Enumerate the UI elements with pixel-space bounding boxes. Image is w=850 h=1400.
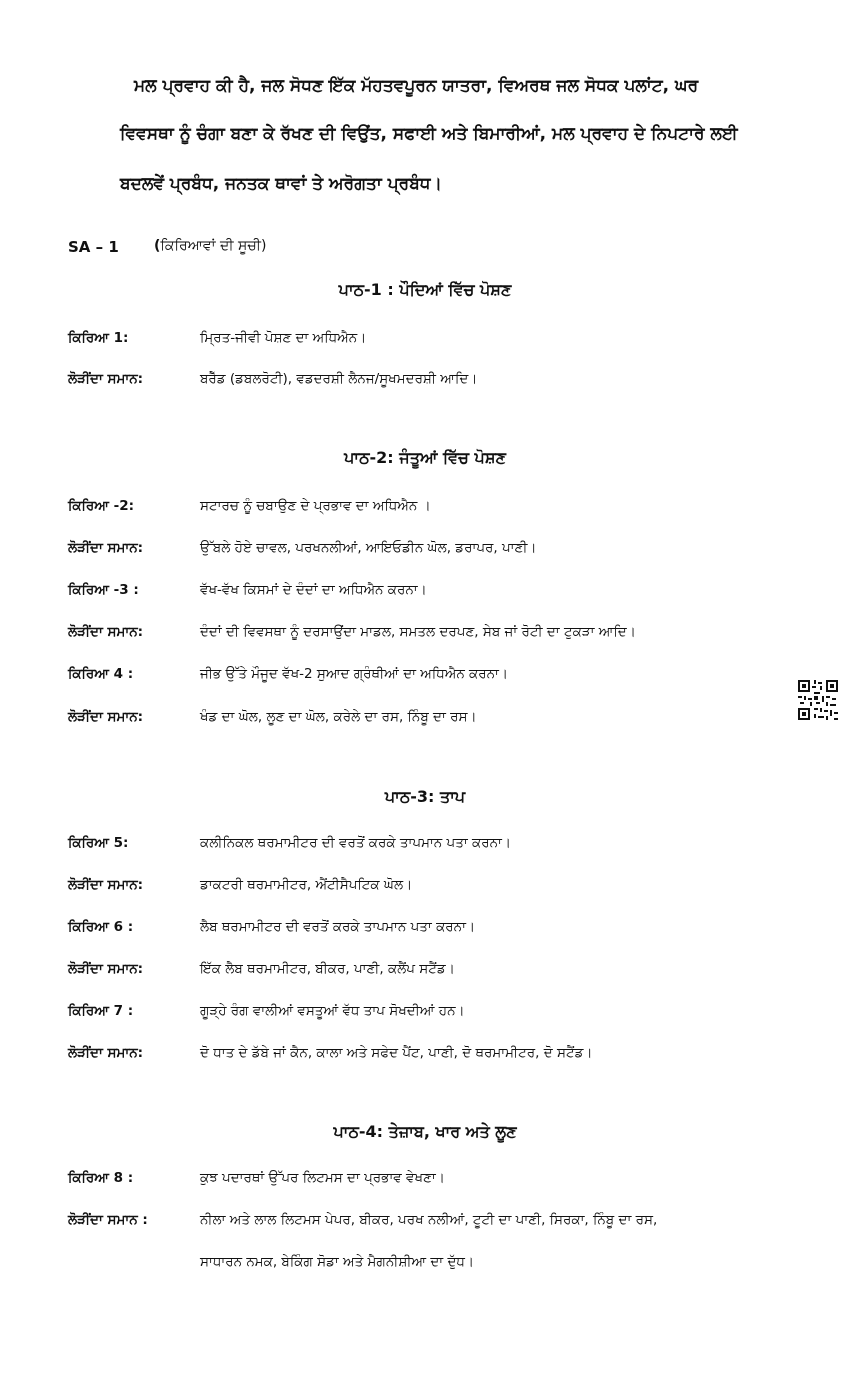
lesson-4-title: ਪਾਠ-4: ਤੇਜ਼ਾਬ, ਖਾਰ ਅਤੇ ਲੂਣ <box>333 1122 517 1141</box>
materials-text: ਦੋ ਧਾਤ ਦੇ ਡੱਬੇ ਜਾਂ ਕੈਨ, ਕਾਲਾ ਅਤੇ ਸਫੇਦ ਪੈਂਟ, ਪਾਣੀ, ਦੋ ਥਰਮਾਮੀਟਰ, ਦੋ ਸਟੈਂਡ। <box>200 1045 593 1061</box>
sa-subtitle-text: ਕਿਰਿਆਵਾਂ ਦੀ ਸੂਚੀ) <box>160 238 267 254</box>
qr-code-icon <box>798 680 838 720</box>
intro-line-3: ਬਦਲਵੇਂ ਪ੍ਰਬੰਧ, ਜਨਤਕ ਥਾਵਾਂ ਤੇ ਅਰੋਗਤਾ ਪ੍ਰਬੰਧ। <box>120 174 442 194</box>
materials-text: ਦੰਦਾਂ ਦੀ ਵਿਵਸਥਾ ਨੂੰ ਦਰਸਾਉਂਦਾ ਮਾਡਲ, ਸਮਤਲ ਦਰਪਣ, ਸੇਬ ਜਾਂ ਰੋਟੀ ਦਾ ਟੁਕੜਾ ਆਦਿ। <box>200 624 636 640</box>
materials-text: ਬਰੈੱਡ (ਡਬਲਰੋਟੀ), ਵਡਦਰਸ਼ੀ ਲੈਨਜ/ਸੂਖਮਦਰਸ਼ੀ ਆਦਿ। <box>200 371 478 387</box>
materials-label: ਲੋੜੀਂਦਾ ਸਮਾਨ: <box>68 961 144 977</box>
sa-open-paren: ( <box>154 238 161 254</box>
sa-heading <box>68 238 267 256</box>
materials-label: ਲੋੜੀਂਦਾ ਸਮਾਨ: <box>68 371 144 387</box>
activity-text: ਜੀਭ ਉੱਤੇ ਮੌਜੂਦ ਵੱਖ-2 ਸੁਆਦ ਗ੍ਰੰਥੀਆਂ ਦਾ ਅਧਿਐਨ ਕਰਨਾ। <box>200 666 509 682</box>
activity-label: ਕਿਰਿਆ 5: <box>68 835 129 851</box>
materials-text: ਡਾਕਟਰੀ ਥਰਮਾਮੀਟਰ, ਐਂਟੀਸੈਪਟਿਕ ਘੋਲ। <box>200 877 413 893</box>
materials-label: ਲੋੜੀਂਦਾ ਸਮਾਨ: <box>68 624 144 640</box>
sa-subtitle <box>154 238 266 254</box>
activity-label: ਕਿਰਿਆ -2: <box>68 498 135 514</box>
materials-text: ਇੱਕ ਲੈਬ ਥਰਮਾਮੀਟਰ, ਬੀਕਰ, ਪਾਣੀ, ਕਲੈਂਪ ਸਟੈਂਡ। <box>200 961 455 977</box>
materials-label: ਲੋੜੀਂਦਾ ਸਮਾਨ: <box>68 709 144 725</box>
lesson-2-title: ਪਾਠ-2: ਜੰਤੂਆਂ ਵਿੱਚ ਪੋਸ਼ਣ <box>344 448 506 467</box>
lesson-3-title: ਪਾਠ-3: ਤਾਪ <box>384 787 466 806</box>
activity-text: ਲੈਬ ਥਰਮਾਮੀਟਰ ਦੀ ਵਰਤੋਂ ਕਰਕੇ ਤਾਪਮਾਨ ਪਤਾ ਕਰਨਾ। <box>200 919 476 935</box>
materials-text-continued: ਸਾਧਾਰਨ ਨਮਕ, ਬੇਕਿੰਗ ਸੋਡਾ ਅਤੇ ਮੈਗਨੀਸ਼ੀਆ ਦਾ ਦੁੱਧ। <box>200 1254 474 1270</box>
activity-text: ਕੁਝ ਪਦਾਰਥਾਂ ਉੱਪਰ ਲਿਟਮਸ ਦਾ ਪ੍ਰਭਾਵ ਵੇਖਣਾ। <box>200 1170 445 1186</box>
activity-label: ਕਿਰਿਆ 1: <box>68 330 129 346</box>
activity-label: ਕਿਰਿਆ 6 : <box>68 919 134 935</box>
materials-label: ਲੋੜੀਂਦਾ ਸਮਾਨ: <box>68 877 144 893</box>
intro-line-1: ਮਲ ਪ੍ਰਵਾਹ ਕੀ ਹੈ, ਜਲ ਸੋਧਣ ਇੱਕ ਮੱਹਤਵਪੂਰਨ ਯਾਤਰਾ, ਵਿਅਰਥ ਜਲ ਸੋਧਕ ਪਲਾਂਟ, ਘਰ <box>134 76 699 96</box>
materials-text: ਖੰਡ ਦਾ ਘੋਲ, ਲੂਣ ਦਾ ਘੋਲ, ਕਰੇਲੇ ਦਾ ਰਸ, ਨਿੰਬੂ ਦਾ ਰਸ। <box>200 709 477 725</box>
materials-label: ਲੋੜੀਂਦਾ ਸਮਾਨ : <box>68 1212 148 1228</box>
activity-text: ਗੂੜ੍ਹੇ ਰੰਗ ਵਾਲੀਆਂ ਵਸਤੂਆਂ ਵੱਧ ਤਾਪ ਸੋਖਦੀਆਂ ਹਨ। <box>200 1003 465 1019</box>
materials-text: ਉੱਬਲੇ ਹੋਏ ਚਾਵਲ, ਪਰਖਨਲੀਆਂ, ਆਇਓਡੀਨ ਘੋਲ, ਡਰਾਪਰ, ਪਾਣੀ। <box>200 540 537 556</box>
sa-code: SA – 1 <box>68 238 119 256</box>
activity-text: ਕਲੀਨਿਕਲ ਥਰਮਾਮੀਟਰ ਦੀ ਵਰਤੋਂ ਕਰਕੇ ਤਾਪਮਾਨ ਪਤਾ ਕਰਨਾ। <box>200 835 512 851</box>
intro-line-2: ਵਿਵਸਥਾ ਨੂੰ ਚੰਗਾ ਬਣਾ ਕੇ ਰੱਖਣ ਦੀ ਵਿਉਂਤ, ਸਫਾਈ ਅਤੇ ਬਿਮਾਰੀਆਂ, ਮਲ ਪ੍ਰਵਾਹ ਦੇ ਨਿਪਟਾਰੇ ਲਈ <box>120 124 738 144</box>
materials-label: ਲੋੜੀਂਦਾ ਸਮਾਨ: <box>68 1045 144 1061</box>
activity-label: ਕਿਰਿਆ 8 : <box>68 1170 134 1186</box>
activity-text: ਵੱਖ-ਵੱਖ ਕਿਸਮਾਂ ਦੇ ਦੰਦਾਂ ਦਾ ਅਧਿਐਨ ਕਰਨਾ। <box>200 582 427 598</box>
activity-label: ਕਿਰਿਆ -3 : <box>68 582 139 598</box>
activity-text: ਮ੍ਰਿਤ-ਜੀਵੀ ਪੋਸ਼ਣ ਦਾ ਅਧਿਐਨ। <box>200 330 367 346</box>
materials-text: ਨੀਲਾ ਅਤੇ ਲਾਲ ਲਿਟਮਸ ਪੇਪਰ, ਬੀਕਰ, ਪਰਖ ਨਲੀਆਂ, ਟੂਟੀ ਦਾ ਪਾਣੀ, ਸਿਰਕਾ, ਨਿੰਬੂ ਦਾ ਰਸ, <box>200 1212 658 1228</box>
materials-label: ਲੋੜੀਂਦਾ ਸਮਾਨ: <box>68 540 144 556</box>
activity-label: ਕਿਰਿਆ 7 : <box>68 1003 134 1019</box>
activity-label: ਕਿਰਿਆ 4 : <box>68 666 134 682</box>
lesson-1-title: ਪਾਠ-1 : ਪੌਦਿਆਂ ਵਿੱਚ ਪੋਸ਼ਣ <box>338 280 512 299</box>
activity-text: ਸਟਾਰਚ ਨੂੰ ਚਬਾਉਣ ਦੇ ਪ੍ਰਭਾਵ ਦਾ ਅਧਿਐਨ । <box>200 498 431 514</box>
